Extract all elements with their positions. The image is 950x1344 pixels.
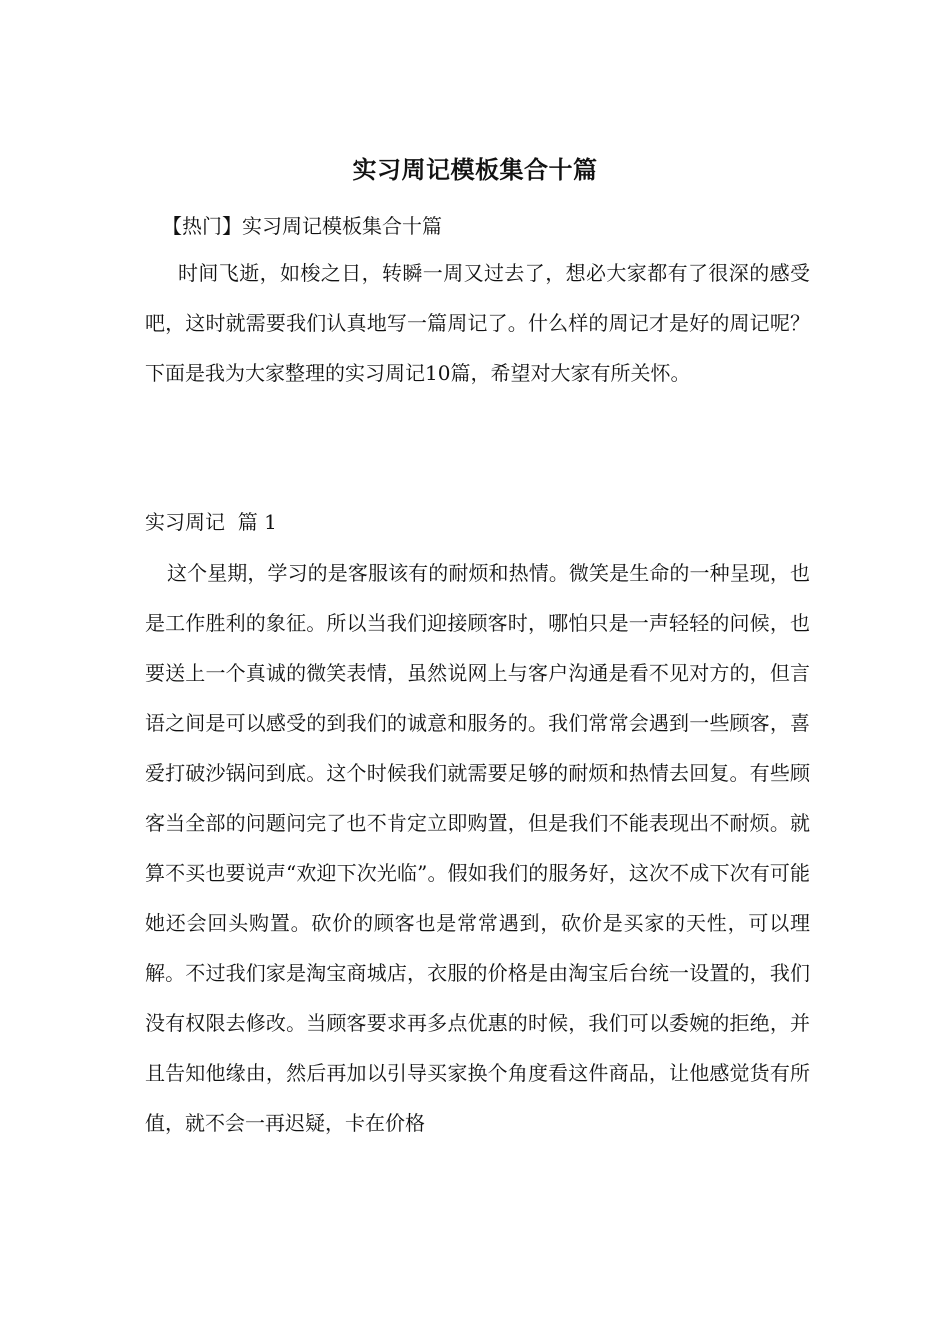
intro-paragraph: 时间飞逝，如梭之日，转瞬一周又过去了，想必大家都有了很深的感受吧，这时就需要我们认真地写一篇周记了。什么样的周记才是好的周记呢？下面是我为大家整理的实习周记10篇，希望对大家有所关怀。 — [145, 261, 810, 385]
section-body-paragraph: 这个星期，学习的是客服该有的耐烦和热情。微笑是生命的一种呈现，也是工作胜利的象征。所以当我们迎接顾客时，哪怕只是一声轻轻的问候，也要送上一个真诚的微笑表情，虽然说网上与客户沟通是看不见对方的，但言语之间是可以感受的到我们的诚意和服务的。我们常常会遇到一些顾客，喜爱打破沙锅问到底。这个时候我们就需要足够的耐烦和热情去回复。有些顾客当全部的问题问完了也不肯定立即购置，但是我们不能表现出不耐烦。就算不买也要说声“欢迎下次光临”。假如我们的服务好，这次不成下次有可能她还会回头购置。砍价的顾客也是常常遇到，砍价是买家的天性，可以理解。不过我们家是淘宝商城店，衣服的价格是由淘宝后台统一设置的，我们没有权限去修改。当顾客要求再多点优惠的时候，我们可以委婉的拒绝，并且告知他缘由，然后再加以引导买家换个角度看这件商品，让他感觉货有所值，就不会一再迟疑，卡在价格 — [145, 561, 810, 1135]
document-subtitle: 【热门】实习周记模板集合十篇 — [162, 214, 442, 238]
document-title: 实习周记模板集合十篇 — [352, 156, 598, 184]
section-heading: 实习周记 篇 1 — [145, 510, 277, 534]
